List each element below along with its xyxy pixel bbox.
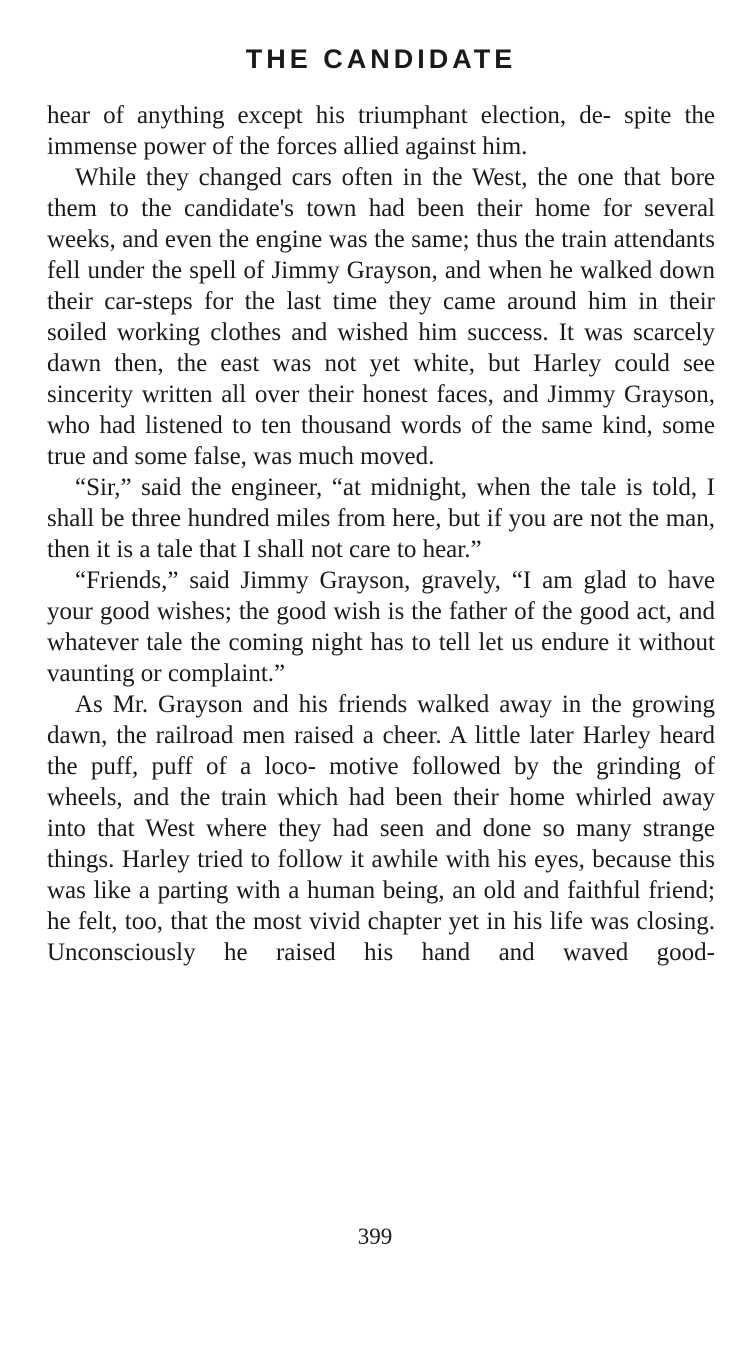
paragraph-2: While they changed cars often in the West, the one that bore them to the candidate's town had been their home for several weeks, and even the engine was the same; thus the train attendants fell under the spell of Jimmy Grayson, and when he walked down their car-steps for the last time they came around him in their soiled working clothes and wished him success. It was scarcely dawn then, the east was not yet white, but Harley could see sincerity written all over their honest faces, and Jimmy Grayson, who had listened to ten thousand words of the same kind, some true and some false, was much moved. <box>47 164 715 470</box>
book-page <box>47 0 715 968</box>
paragraph-5: As Mr. Grayson and his friends walked away in the growing dawn, the railroad men raised a cheer. A little later Harley heard the puff, puff of a loco- motive followed by the grinding of wheels, and the train which had been their home whirled away into that West where they had seen and done so many strange things. Harley tried to follow it awhile with his eyes, because this was like a parting with a human being, an old and faithful friend; he felt, too, that the most vivid chapter yet in his life was closing. Unconsciously he raised his hand and waved good- <box>47 691 715 966</box>
page-number: 399 <box>357 1224 393 1249</box>
paragraph-4: “Friends,” said Jimmy Grayson, gravely, “I am glad to have your good wishes; the good wish is the father of the good act, and whatever tale the coming night has to tell let us endure it without vaunting or complaint.” <box>47 567 715 687</box>
body-text <box>47 100 715 968</box>
paragraph-3: “Sir,” said the engineer, “at midnight, when the tale is told, I shall be three hundred miles from here, but if you are not the man, then it is a tale that I shall not care to hear.” <box>47 474 715 563</box>
running-head: THE CANDIDATE <box>245 44 517 74</box>
paragraph-1: hear of anything except his triumphant election, de- spite the immense power of the forces allied against him. <box>47 102 715 160</box>
